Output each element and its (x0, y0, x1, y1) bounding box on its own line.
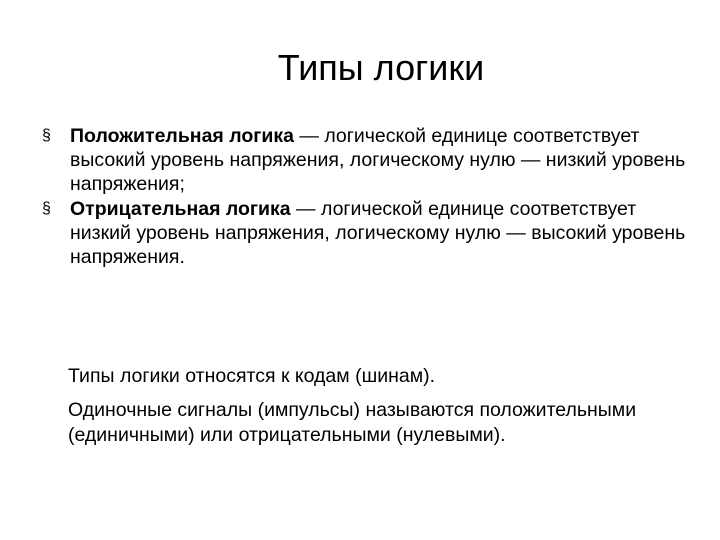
paragraph-logic-types: Типы логики относятся к кодам (шинам). (68, 365, 436, 387)
paragraph-single-signals: Одиночные сигналы (импульсы) называются положительными (единичными) или отрицательными (нулевыми). (68, 399, 637, 446)
bullet-positive-logic (40, 124, 700, 196)
bullet-marker-icon: § (42, 127, 51, 144)
bullet-text: — логической единице соответствует низкий уровень напряжения, логическому нулю — высокий уровень напряжения. (70, 198, 686, 268)
bullet-text: — логической единице соответствует высокий уровень напряжения, логическому нулю — низкий уровень напряжения; (70, 125, 686, 195)
slide-title: Типы логики (277, 47, 485, 88)
bullet-term: Отрицательная логика (70, 198, 291, 220)
bullet-negative-logic (40, 197, 700, 269)
bullet-list (40, 124, 700, 270)
bullet-marker-icon: § (42, 200, 51, 217)
bullet-term: Положительная логика (70, 125, 294, 147)
